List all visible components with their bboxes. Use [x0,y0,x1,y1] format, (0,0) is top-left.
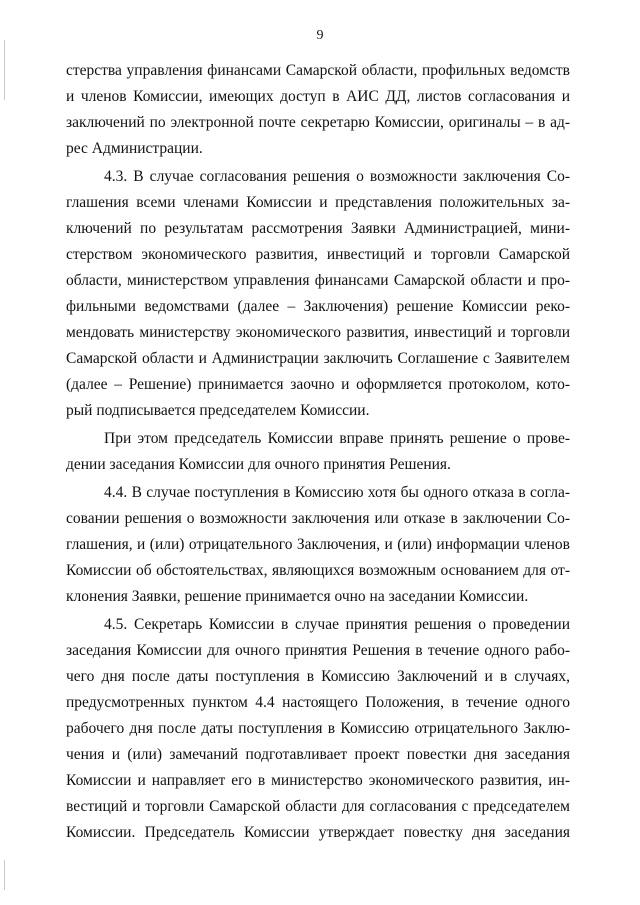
text-line: области, министерством управления финансами Самарской области и про- [66,272,570,289]
text-line: глашения всеми членами Комиссии и представления положительных за- [66,194,570,211]
text-line: вестиций и торговли Самарской области для согласования с председателем [66,798,570,815]
text-line: стерством экономического развития, инвестиций и торговли Самарской [66,246,570,263]
text-line: 4.5. Секретарь Комиссии в случае принятия решения о проведении [104,616,570,633]
text-line: чего дня после даты поступления в Комиссию Заключений и в случаях, [66,668,570,685]
text-line: мендовать министерству экономического развития, инвестиций и торговли [66,324,570,341]
text-line: клонения Заявки, решение принимается очно на заседании Комиссии. [66,588,529,605]
text-line: ключений по результатам рассмотрения Заявки Администрацией, мини- [66,220,570,237]
text-line: заседания Комиссии для очного принятия Решения в течение одного рабо- [66,642,570,659]
text-line: предусмотренных пунктом 4.4 настоящего Положения, в течение одного [66,694,570,711]
text-line: рес Администрации. [66,140,203,157]
text-line: и членов Комиссии, имеющих доступ в АИС ДД, листов согласования и [66,88,570,105]
text-line: 4.3. В случае согласования решения о возможности заключения Со- [104,168,570,185]
text-line: чения и (или) замечаний подготавливает проект повестки дня заседания [66,746,570,763]
text-line: Комиссии об обстоятельствах, являющихся возможным основанием для от- [66,562,570,579]
text-line: заключений по электронной почте секретарю Комиссии, оригиналы – в ад- [66,114,570,131]
text-line: совании решения о возможности заключения или отказе в заключении Со- [66,510,570,527]
text-line: Комиссии и направляет его в министерство экономического развития, ин- [66,772,570,789]
text-line: фильными ведомствами (далее – Заключения) решение Комиссии реко- [66,298,570,315]
page-number: 9 [316,28,324,43]
text-line: глашения, и (или) отрицательного Заключения, и (или) информации членов [66,536,570,553]
text-line: стерства управления финансами Самарской области, профильных ведомств [66,62,570,79]
scan-edge-mark [4,860,5,890]
text-line: Самарской области и Администрации заключить Соглашение с Заявителем [66,350,570,367]
text-line: (далее – Решение) принимается заочно и оформляется протоколом, кото- [66,376,570,393]
text-line: При этом председатель Комиссии вправе принять решение о прове- [104,430,570,447]
scan-edge-mark [4,40,5,100]
text-line: рабочего дня после даты поступления в Комиссию отрицательного Заклю- [66,720,570,737]
text-line: Комиссии. Председатель Комиссии утверждает повестку дня заседания [66,824,570,841]
text-line: рый подписывается председателем Комиссии. [66,402,370,419]
text-line: 4.4. В случае поступления в Комиссию хотя бы одного отказа в согла- [104,484,570,501]
text-line: дении заседания Комиссии для очного принятия Решения. [66,456,451,473]
